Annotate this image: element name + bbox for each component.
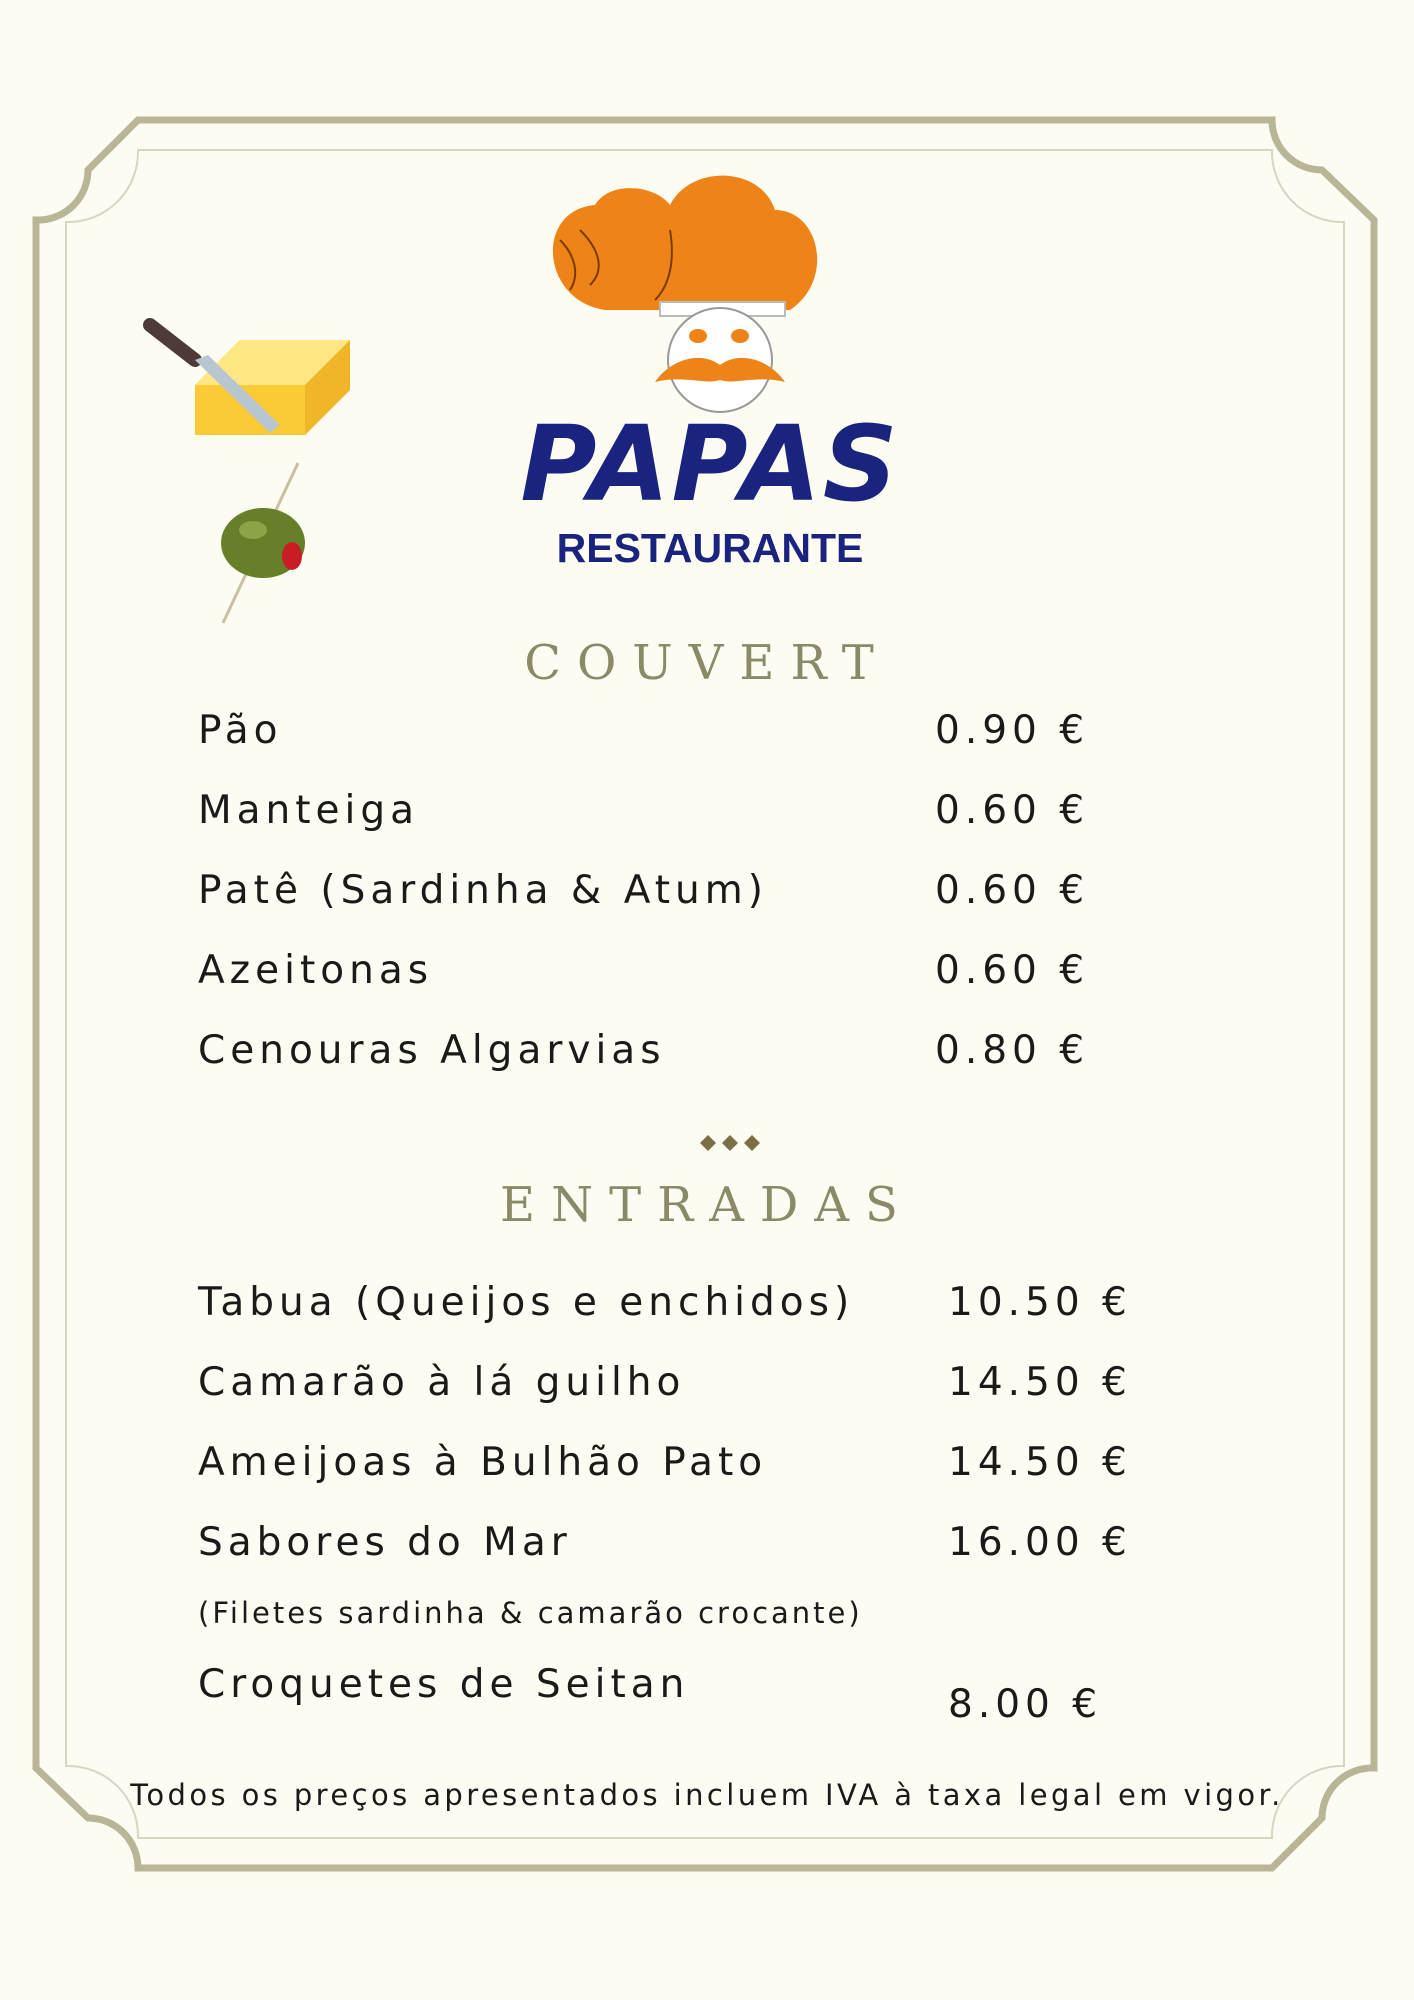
menu-item-price: 8.00 €	[948, 1682, 1103, 1727]
menu-item-name: Tabua (Queijos e enchidos)	[198, 1280, 855, 1325]
section-title-couvert: COUVERT	[524, 635, 890, 691]
diamond-divider-icon	[690, 1128, 770, 1158]
menu-item-name: Ameijoas à Bulhão Pato	[198, 1440, 768, 1485]
menu-item-price: 0.60 €	[935, 948, 1090, 993]
menu-item-name: Croquetes de Seitan	[198, 1662, 690, 1707]
menu-item-name: Pão	[198, 708, 283, 753]
chef-logo-icon	[520, 170, 900, 570]
menu-item-price: 0.90 €	[935, 708, 1090, 753]
menu-item-price: 14.50 €	[948, 1440, 1132, 1485]
tax-footnote: Todos os preços apresentados incluem IVA à taxa legal em vigor.	[130, 1778, 1284, 1812]
menu-item-price: 14.50 €	[948, 1360, 1132, 1405]
brand-name: PAPAS	[520, 403, 900, 525]
menu-item-price: 0.60 €	[935, 868, 1090, 913]
menu-item-name: Patê (Sardinha & Atum)	[198, 868, 768, 913]
menu-item-price: 16.00 €	[948, 1520, 1132, 1565]
menu-item-price: 0.60 €	[935, 788, 1090, 833]
menu-item-name: Azeitonas	[198, 948, 434, 993]
menu-item-name: Sabores do Mar	[198, 1520, 572, 1565]
menu-item-name: Camarão à lá guilho	[198, 1360, 686, 1405]
menu-item-price: 0.80 €	[935, 1028, 1090, 1073]
butter-knife-icon	[140, 315, 360, 475]
menu-item-name: Cenouras Algarvias	[198, 1028, 666, 1073]
brand-subtitle: RESTAURANTE	[556, 525, 864, 570]
section-title-entradas: ENTRADAS	[500, 1177, 914, 1233]
menu-item-description: (Filetes sardinha & camarão crocante)	[198, 1596, 863, 1630]
menu-item-price: 10.50 €	[948, 1280, 1132, 1325]
menu-item-name: Manteiga	[198, 788, 420, 833]
olive-skewer-icon	[208, 458, 318, 628]
